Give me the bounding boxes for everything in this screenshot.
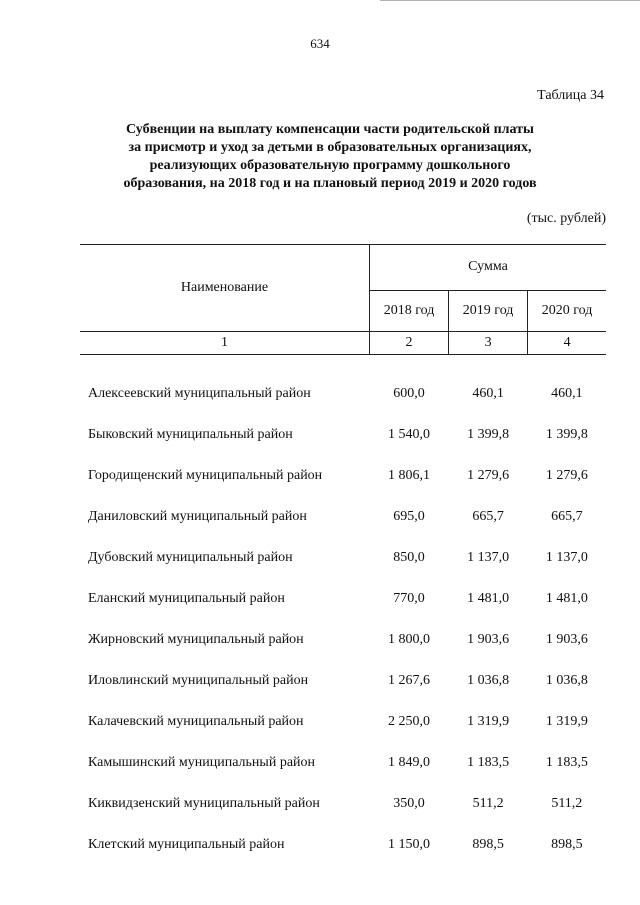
value-2019: 1 319,9 [467, 713, 510, 729]
header-sum: Сумма [370, 245, 607, 291]
table-row [80, 742, 606, 783]
value-2020: 898,5 [551, 836, 583, 852]
value-2018: 2 250,0 [388, 713, 431, 729]
value-2018: 1 849,0 [388, 754, 431, 770]
title-line: Субвенции на выплату компенсации части родительской платы [126, 122, 534, 137]
value-2020: 1 279,6 [545, 467, 588, 483]
table-row [80, 373, 606, 414]
column-number-2: 2 [370, 332, 449, 355]
table-label: Таблица 34 [537, 88, 604, 103]
header-year-2018: 2018 год [370, 290, 449, 331]
value-2020: 1 137,0 [545, 549, 588, 565]
table-row [80, 455, 606, 496]
column-number-1: 1 [80, 332, 370, 355]
value-2019: 898,5 [472, 836, 504, 852]
district-name: Жирновский муниципальный район [88, 631, 304, 647]
value-2019: 1 399,8 [467, 426, 510, 442]
table-row [80, 701, 606, 742]
value-2018: 350,0 [393, 795, 425, 811]
value-2018: 1 150,0 [388, 836, 431, 852]
title-line: реализующих образовательную программу дошкольного [149, 158, 511, 173]
value-2020: 665,7 [551, 508, 583, 524]
value-2019: 1 903,6 [467, 631, 510, 647]
district-name: Иловлинский муниципальный район [88, 672, 309, 688]
value-2020: 1 399,8 [545, 426, 588, 442]
value-2019: 1 137,0 [467, 549, 510, 565]
header-year-2020: 2020 год [528, 290, 606, 331]
district-name: Камышинский муниципальный район [88, 754, 316, 770]
value-2018: 600,0 [393, 385, 425, 401]
value-2018: 1 806,1 [388, 467, 431, 483]
title-line: образования, на 2018 год и на плановый период 2019 и 2020 годов [123, 176, 537, 191]
value-2019: 1 279,6 [467, 467, 510, 483]
value-2018: 1 800,0 [388, 631, 431, 647]
value-2020: 1 183,5 [545, 754, 588, 770]
table-row [80, 496, 606, 537]
district-name: Клетский муниципальный район [88, 836, 285, 852]
district-name: Даниловский муниципальный район [88, 508, 307, 524]
value-2019: 665,7 [472, 508, 504, 524]
value-2018: 695,0 [393, 508, 425, 524]
district-name: Быковский муниципальный район [88, 426, 293, 442]
value-2018: 1 540,0 [388, 426, 431, 442]
district-name: Городищенский муниципальный район [88, 467, 323, 483]
value-2019: 460,1 [472, 385, 504, 401]
value-2018: 770,0 [393, 590, 425, 606]
value-2020: 1 036,8 [545, 672, 588, 688]
district-name: Алексеевский муниципальный район [88, 385, 311, 401]
value-2019: 1 481,0 [467, 590, 510, 606]
subsidies-table [80, 244, 606, 865]
units-label: (тыс. рублей) [526, 211, 606, 226]
column-number-4: 4 [528, 332, 606, 355]
table-row [80, 619, 606, 660]
table-row [80, 783, 606, 824]
district-name: Дубовский муниципальный район [88, 549, 293, 565]
value-2018: 1 267,6 [388, 672, 431, 688]
table-row [80, 824, 606, 865]
table-row [80, 660, 606, 701]
scan-edge-line [380, 0, 640, 1]
header-year-2019: 2019 год [449, 290, 528, 331]
header-name: Наименование [80, 245, 370, 332]
value-2019: 511,2 [472, 795, 504, 811]
document-title [70, 121, 590, 193]
table-row [80, 414, 606, 455]
district-name: Еланский муниципальный район [88, 590, 285, 606]
value-2020: 1 481,0 [545, 590, 588, 606]
page-number: 634 [310, 36, 330, 51]
title-line: за присмотр и уход за детьми в образовательных организациях, [128, 140, 532, 155]
value-2019: 1 183,5 [467, 754, 510, 770]
value-2020: 511,2 [551, 795, 583, 811]
value-2020: 1 319,9 [545, 713, 588, 729]
value-2019: 1 036,8 [467, 672, 510, 688]
table-row [80, 578, 606, 619]
column-number-3: 3 [449, 332, 528, 355]
district-name: Киквидзенский муниципальный район [88, 795, 320, 811]
value-2020: 460,1 [551, 385, 583, 401]
table-row [80, 537, 606, 578]
district-name: Калачевский муниципальный район [88, 713, 304, 729]
value-2018: 850,0 [393, 549, 425, 565]
value-2020: 1 903,6 [545, 631, 588, 647]
